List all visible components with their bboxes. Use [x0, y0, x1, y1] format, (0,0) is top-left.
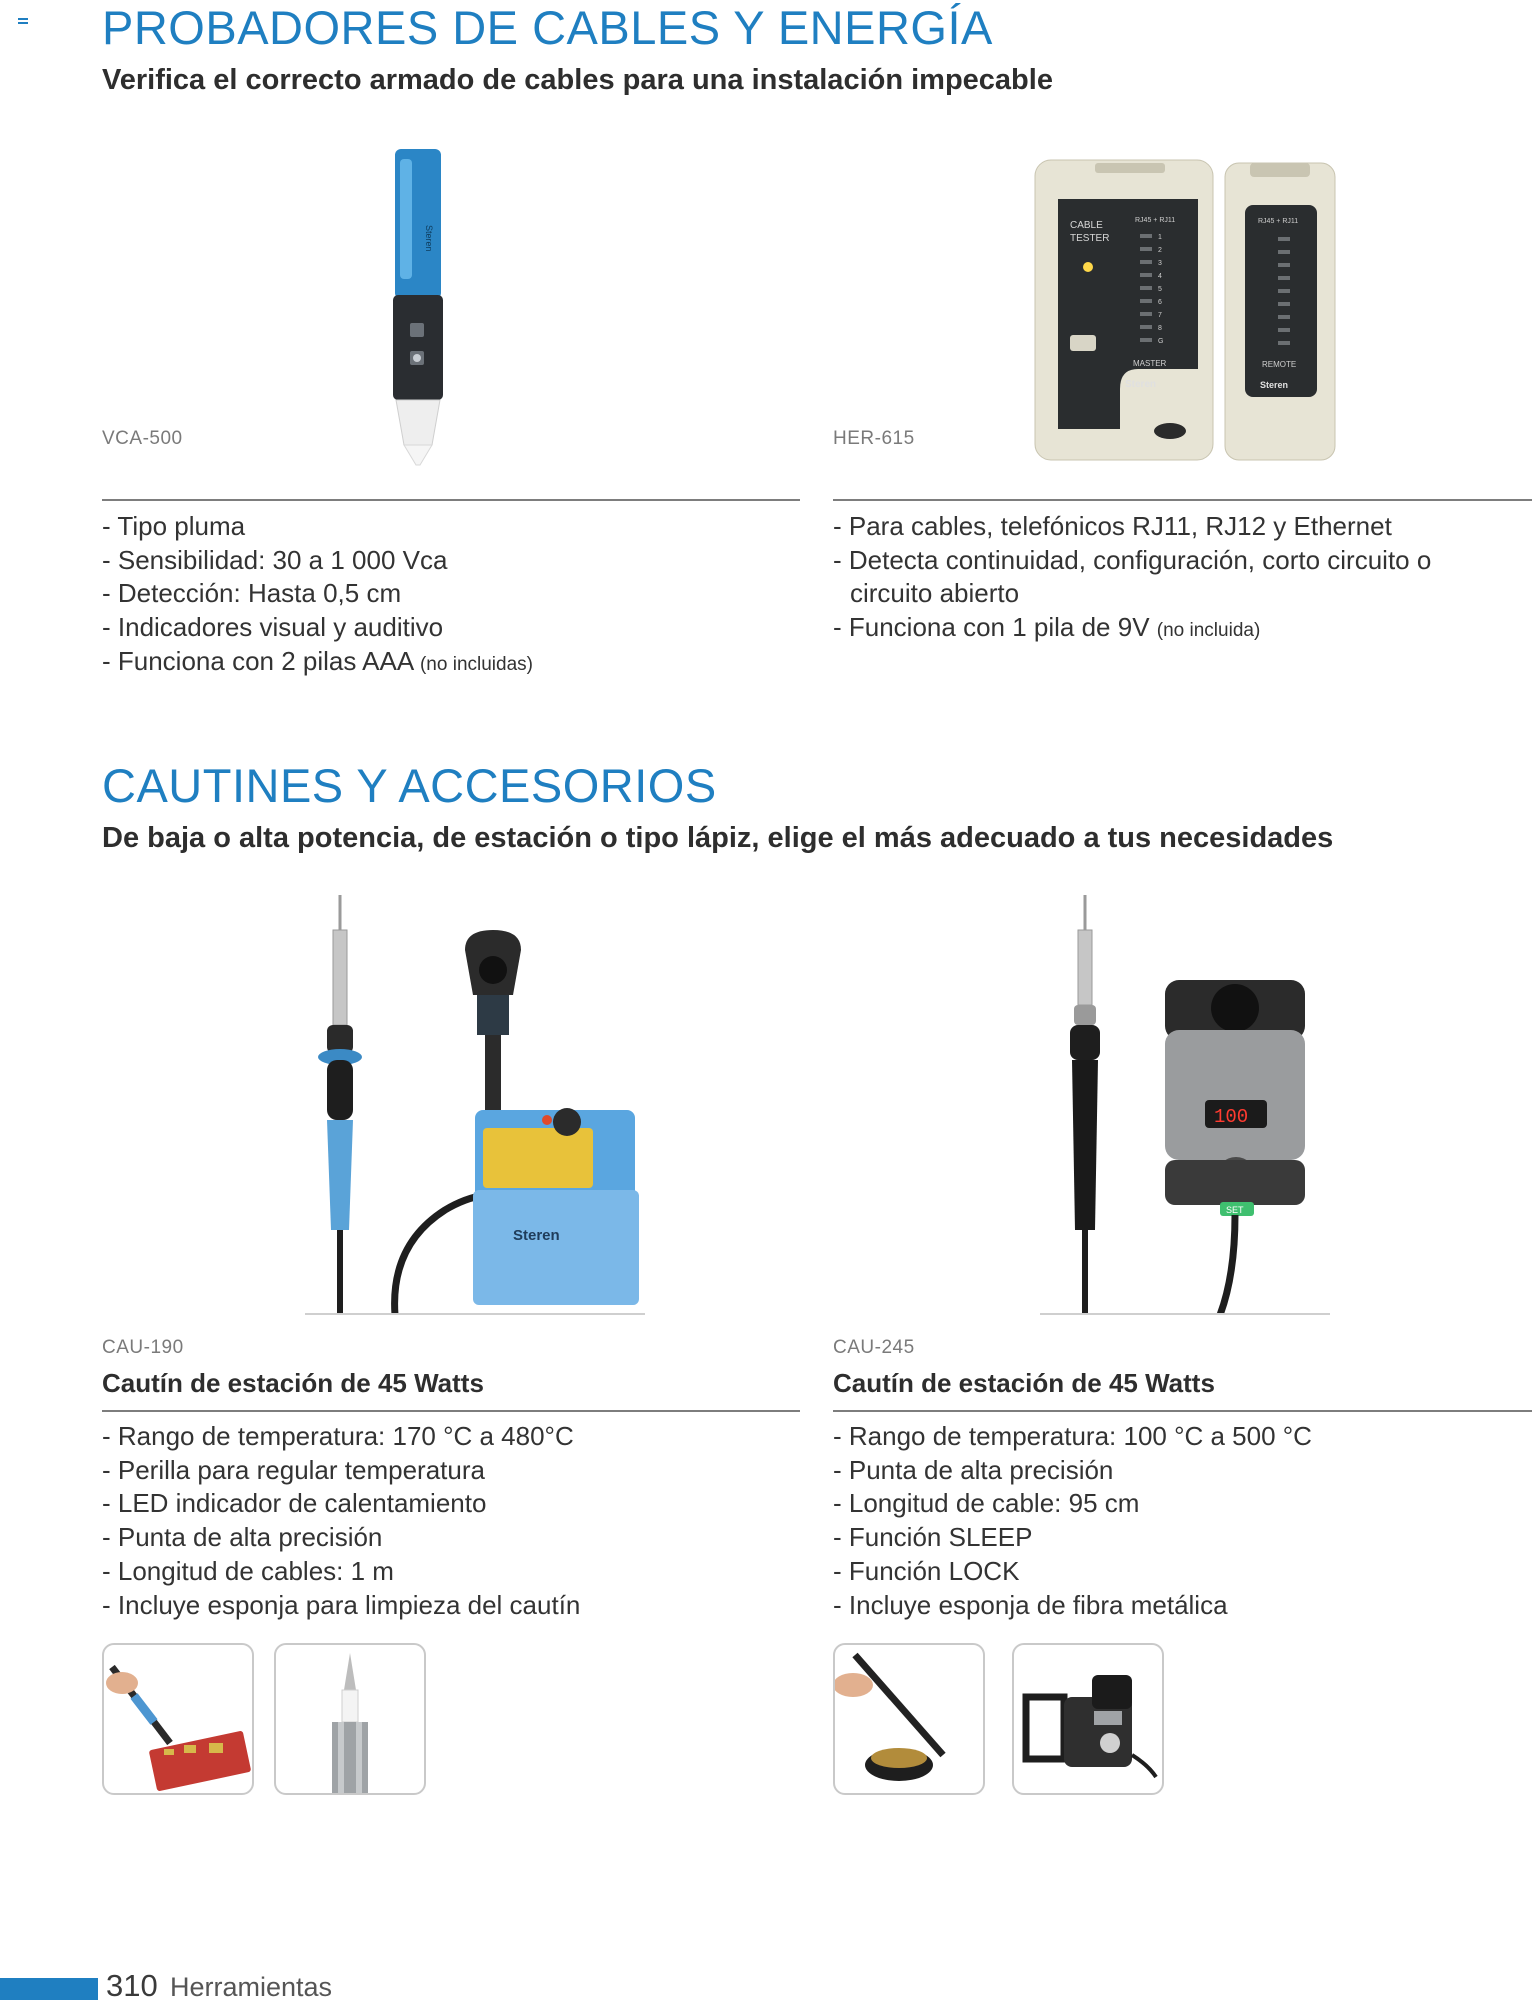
svg-text:8: 8: [1158, 325, 1162, 332]
station-stand-thumb-icon: [1014, 1645, 1162, 1793]
svg-text:RJ45 + RJ11: RJ45 + RJ11: [1135, 217, 1176, 224]
feature-item: - Para cables, telefónicos RJ11, RJ12 y Ethernet: [833, 511, 1392, 541]
feature-item: - Detección: Hasta 0,5 cm: [102, 578, 402, 609]
footer-section-label: Herramientas: [170, 1972, 333, 2000]
feature-item: - Función LOCK: [833, 1555, 1020, 1586]
product-name-cau-190: Cautín de estación de 45 Watts: [102, 1368, 484, 1398]
feature-list-cau-245: [833, 1420, 1312, 1622]
feature-item: - Sensibilidad: 30 a 1 000 Vca: [102, 544, 448, 575]
svg-text:RJ45 + RJ11: RJ45 + RJ11: [1258, 218, 1299, 225]
page-number: 310: [106, 1968, 158, 2000]
feature-item: - Punta de alta precisión: [102, 1522, 383, 1553]
feature-list-her-615: [833, 510, 1431, 648]
svg-text:CABLE: CABLE: [1070, 220, 1103, 231]
svg-text:4: 4: [1158, 273, 1162, 280]
svg-text:2: 2: [1158, 247, 1162, 254]
divider-vca-500: [102, 499, 800, 501]
thumb-cau-190-tip: [274, 1643, 426, 1795]
feature-note: (no incluidas): [419, 653, 533, 675]
divider-cau-245: [833, 1410, 1532, 1412]
svg-text:REMOTE: REMOTE: [1262, 360, 1297, 369]
svg-text:TESTER: TESTER: [1070, 233, 1110, 244]
svg-text:Steren: Steren: [513, 1227, 560, 1244]
svg-text:Steren: Steren: [1125, 379, 1157, 390]
svg-text:100: 100: [1214, 1106, 1249, 1128]
section-title-probadores: PROBADORES DE CABLES Y ENERGÍA: [102, 1, 993, 54]
product-code-her-615: HER-615: [833, 428, 915, 449]
svg-text:7: 7: [1158, 312, 1162, 319]
feature-item: - Longitud de cable: 95 cm: [833, 1488, 1140, 1519]
feature-item: - LED indicador de calentamiento: [102, 1488, 487, 1519]
footer-bar: [0, 1978, 98, 2000]
product-code-cau-190: CAU-190: [102, 1337, 184, 1358]
feature-item: - Rango de temperatura: 170 °C a 480°C: [102, 1421, 574, 1451]
svg-text:SET: SET: [1226, 1205, 1244, 1215]
section-subtitle-probadores: Verifica el correcto armado de cables para una instalación impecable: [102, 64, 1053, 96]
vca-500-product-image: [380, 145, 460, 470]
svg-text:Steren: Steren: [1260, 380, 1289, 390]
feature-item: - Función SLEEP: [833, 1522, 1033, 1553]
svg-text:Steren: Steren: [424, 225, 434, 252]
cau-245-product-image: [1040, 890, 1330, 1315]
product-code-cau-245: CAU-245: [833, 1337, 915, 1358]
feature-item: - Indicadores visual y auditivo: [102, 612, 444, 643]
cau-190-product-image: [305, 890, 645, 1315]
section-title-cautines: CAUTINES Y ACCESORIOS: [102, 759, 717, 812]
feature-item: - Funciona con 2 pilas AAA (no incluidas): [102, 645, 533, 676]
soldering-tip-thumb-icon: [276, 1645, 424, 1793]
corner-mark-icon: [18, 18, 28, 26]
feature-item: - Punta de alta precisión: [833, 1454, 1114, 1485]
feature-item: - Perilla para regular temperatura: [102, 1454, 485, 1485]
divider-her-615: [833, 499, 1532, 501]
feature-item: - Incluye esponja de fibra metálica: [833, 1589, 1228, 1620]
pcb-soldering-thumb-icon: [104, 1645, 252, 1793]
feature-item: - Detecta continuidad, configuración, corto circuito o: [833, 544, 1432, 575]
product-name-cau-245: Cautín de estación de 45 Watts: [833, 1368, 1215, 1398]
feature-list-vca-500: [102, 510, 533, 682]
thumb-cau-245-stand: [1012, 1643, 1164, 1795]
svg-text:6: 6: [1158, 299, 1162, 306]
feature-item: - Longitud de cables: 1 m: [102, 1555, 394, 1586]
svg-text:5: 5: [1158, 286, 1162, 293]
thumb-cau-190-in-use: [102, 1643, 254, 1795]
svg-text:MASTER: MASTER: [1133, 359, 1167, 368]
section-subtitle-cautines: De baja o alta potencia, de estación o tipo lápiz, elige el más adecuado a tus necesidades: [102, 822, 1334, 854]
feature-list-cau-190: [102, 1420, 580, 1622]
feature-note: (no incluida): [1156, 620, 1261, 642]
feature-item-continuation: circuito abierto: [850, 578, 1020, 609]
thumb-cau-245-sponge: [833, 1643, 985, 1795]
her-615-product-image: [1030, 155, 1340, 465]
feature-item: - Incluye esponja para limpieza del cautín: [102, 1589, 581, 1620]
divider-cau-190: [102, 1410, 800, 1412]
svg-text:G: G: [1158, 338, 1164, 345]
feature-item: - Rango de temperatura: 100 °C a 500 °C: [833, 1421, 1312, 1451]
feature-item: - Funciona con 1 pila de 9V (no incluida): [833, 612, 1261, 643]
product-code-vca-500: VCA-500: [102, 428, 183, 449]
sponge-cleaning-thumb-icon: [835, 1645, 983, 1793]
feature-item: - Tipo pluma: [102, 511, 246, 541]
svg-text:1: 1: [1158, 234, 1162, 241]
svg-text:3: 3: [1158, 260, 1162, 267]
